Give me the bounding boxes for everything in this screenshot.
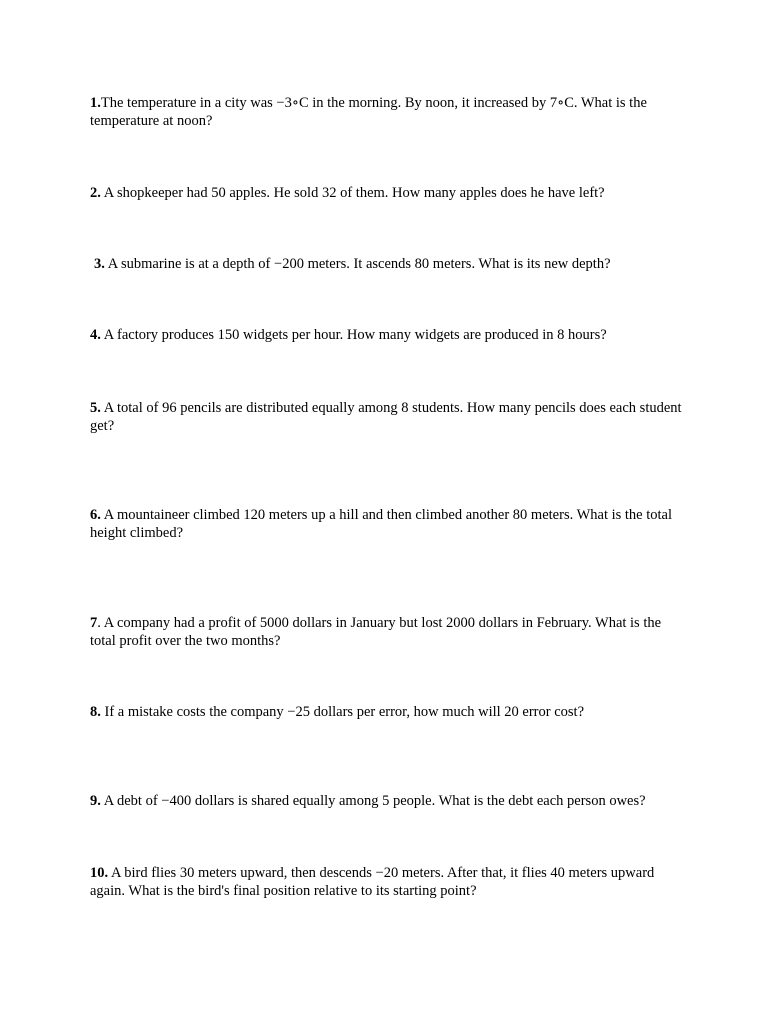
question-8 [90,703,682,721]
question-text: A mountaineer climbed 120 meters up a hill and then climbed another 80 meters. What is the total height climbed? [90,507,673,541]
question-text: A total of 96 pencils are distributed equally among 8 students. How many pencils does each student get? [90,400,682,434]
question-9 [90,792,682,810]
question-1 [90,94,682,130]
question-text: A submarine is at a depth of −200 meters. It ascends 80 meters. What is its new depth? [104,256,611,272]
question-text: The temperature in a city was −3∘C in the morning. By noon, it increased by 7∘C. What is the temperature at noon? [90,95,647,129]
question-number: 10. [90,865,109,881]
question-number: 9. [90,793,101,809]
question-text: A bird flies 30 meters upward, then descends −20 meters. After that, it flies 40 meters upward again. What is the bird's final position relative to its starting point? [90,865,655,899]
question-10 [90,864,682,900]
question-number: 8. [90,704,101,720]
question-5 [90,399,682,435]
question-text: A shopkeeper had 50 apples. He sold 32 of them. How many apples does he have left? [100,185,605,201]
question-number: 5. [90,400,101,416]
question-2 [90,184,682,202]
question-number: 3. [94,256,105,272]
question-number: 6. [90,507,101,523]
question-7 [90,614,682,650]
question-number: 2. [90,185,101,201]
question-number: 1. [90,95,101,111]
question-text: If a mistake costs the company −25 dollars per error, how much will 20 error cost? [100,704,585,720]
question-text: A factory produces 150 widgets per hour. How many widgets are produced in 8 hours? [100,327,607,343]
question-3 [94,255,686,273]
question-4 [90,326,682,344]
question-number: 4. [90,327,101,343]
question-number: 7 [90,615,98,631]
question-text: A debt of −400 dollars is shared equally among 5 people. What is the debt each person owes? [100,793,646,809]
question-6 [90,506,682,542]
question-text: . A company had a profit of 5000 dollars in January but lost 2000 dollars in February. What is the total profit over the two months? [90,615,662,649]
